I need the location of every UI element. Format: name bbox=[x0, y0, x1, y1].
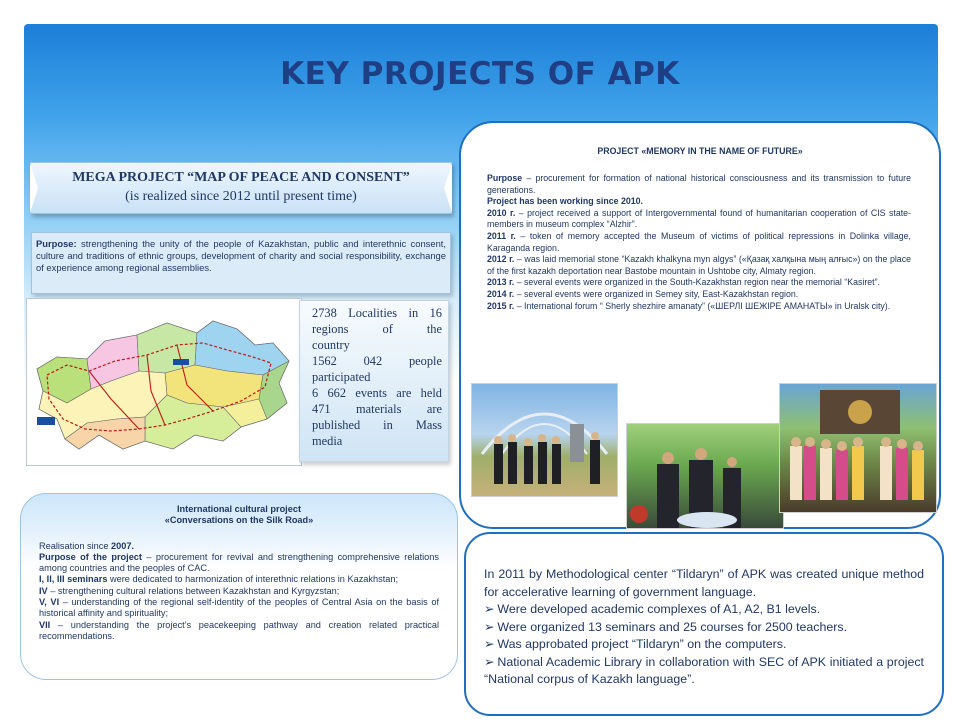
mega-purpose-box bbox=[31, 232, 451, 294]
list-item: 2010 г. – project received a support of Intergovernmental found of humanitarian cooperation of CIS state-members in museum complex “Alzhir”. bbox=[487, 207, 911, 230]
list-item: IV – strengthening cultural relations between Kazakhstan and Kyrgyzstan; bbox=[39, 585, 340, 596]
list-item: ➢ National Academic Library in collaboration with SEC of APK initiated a project “National corpus of Kazakh language”. bbox=[484, 654, 924, 689]
map-stats-box bbox=[299, 300, 449, 462]
stat-line: 471 materials are bbox=[312, 402, 442, 416]
page-title: KEY PROJECTS OF APK bbox=[280, 56, 680, 92]
kazakhstan-map-icon bbox=[26, 298, 302, 466]
stat-line: regions of the bbox=[312, 322, 442, 336]
list-item: Purpose – procurement for formation of national historical consciousness and its transmission to future generations. bbox=[487, 173, 911, 195]
stat-line: 6 662 events are held bbox=[312, 386, 442, 400]
list-item: I, II, III seminars were dedicated to harmonization of interethnic relations in Kazakhstan; bbox=[39, 574, 399, 585]
stat-line: 2738 Localities in 16 bbox=[312, 306, 442, 320]
memory-project-title: PROJECT «MEMORY IN THE NAME OF FUTURE» bbox=[597, 146, 803, 156]
list-item: 2015 г. – International forum “ Sherly shezhire amanaty” («ШЕРЛІ ШЕЖІРЕ АМАНАТЫ» in Uralsk city). bbox=[487, 300, 891, 311]
tildaryn-method-box bbox=[464, 532, 944, 716]
stat-line: country bbox=[312, 338, 350, 352]
list-item: Project has been working since 2010. bbox=[487, 196, 643, 207]
purpose-text: strengthening the unity of the people of Kazakhstan, public and interethnic consent, culture and traditions of ethnic groups, development of charity and social responsibility, exchange of experience among regional assemblies. bbox=[36, 238, 446, 273]
list-item: Purpose of the project – procurement for revival and strengthening comprehensive relations among countries and the peoples of CAC. bbox=[39, 551, 439, 574]
list-item: V, VI – understanding of the regional self-identity of the peoples of Central Asia on the basis of historical affinity and spirituality; bbox=[39, 597, 439, 619]
list-item: 2012 г. – was laid memorial stone “Kazakh khalkyna myn algys” («Қазақ халқына мың алғыс») on the place of the first kazakh deportation near Bastobe mountain in Ushtobe city, Almaty region. bbox=[487, 254, 911, 276]
list-item: VII – understanding the project's peacekeeping pathway and creation related practical recommendations. bbox=[39, 619, 439, 641]
wreath-laying-photo bbox=[626, 423, 784, 529]
silk-road-body bbox=[39, 541, 439, 643]
stat-line: 1562 042 people bbox=[312, 354, 442, 368]
list-item: 2014 г. – several events were organized in Semey sity, East-Kazakhstan region. bbox=[487, 288, 799, 299]
memorial-gathering-photo bbox=[779, 383, 937, 513]
memory-project-body bbox=[487, 173, 911, 312]
list-item: 2013 г. – several events were organized in the South-Kazakhstan region near the memorial “Kasiret”. bbox=[487, 277, 880, 288]
method-intro: In 2011 by Methodological center “Tildaryn” of APK was created unique method for accelerative learning of government language. bbox=[484, 567, 924, 599]
stat-line: media bbox=[312, 434, 343, 448]
memorial-ceremony-photo bbox=[471, 383, 618, 497]
purpose-label: Purpose: bbox=[36, 238, 77, 249]
stat-line: published in Mass bbox=[312, 418, 442, 432]
list-item: ➢ Were developed academic complexes of A1, A2, B1 levels. bbox=[484, 601, 924, 619]
mega-project-subtitle: (is realized since 2012 until present time) bbox=[125, 189, 357, 204]
stat-line: participated bbox=[312, 370, 371, 384]
silk-road-title: International cultural project «Conversations on the Silk Road» bbox=[164, 504, 314, 526]
silk-road-project-box bbox=[20, 493, 458, 680]
mega-project-title: MEGA PROJECT “MAP OF PEACE AND CONSENT” bbox=[72, 170, 410, 185]
list-item: ➢ Were organized 13 seminars and 25 courses for 2500 teachers. bbox=[484, 619, 924, 637]
list-item: 2011 г. – token of memory accepted the Museum of victims of political repressions in Dolinka village, Karaganda region. bbox=[487, 230, 912, 253]
list-item: ➢ Was approbated project “Tildaryn” on the computers. bbox=[484, 636, 924, 654]
mega-project-header bbox=[30, 162, 452, 214]
list-item: Realisation since 2007. bbox=[39, 540, 135, 551]
